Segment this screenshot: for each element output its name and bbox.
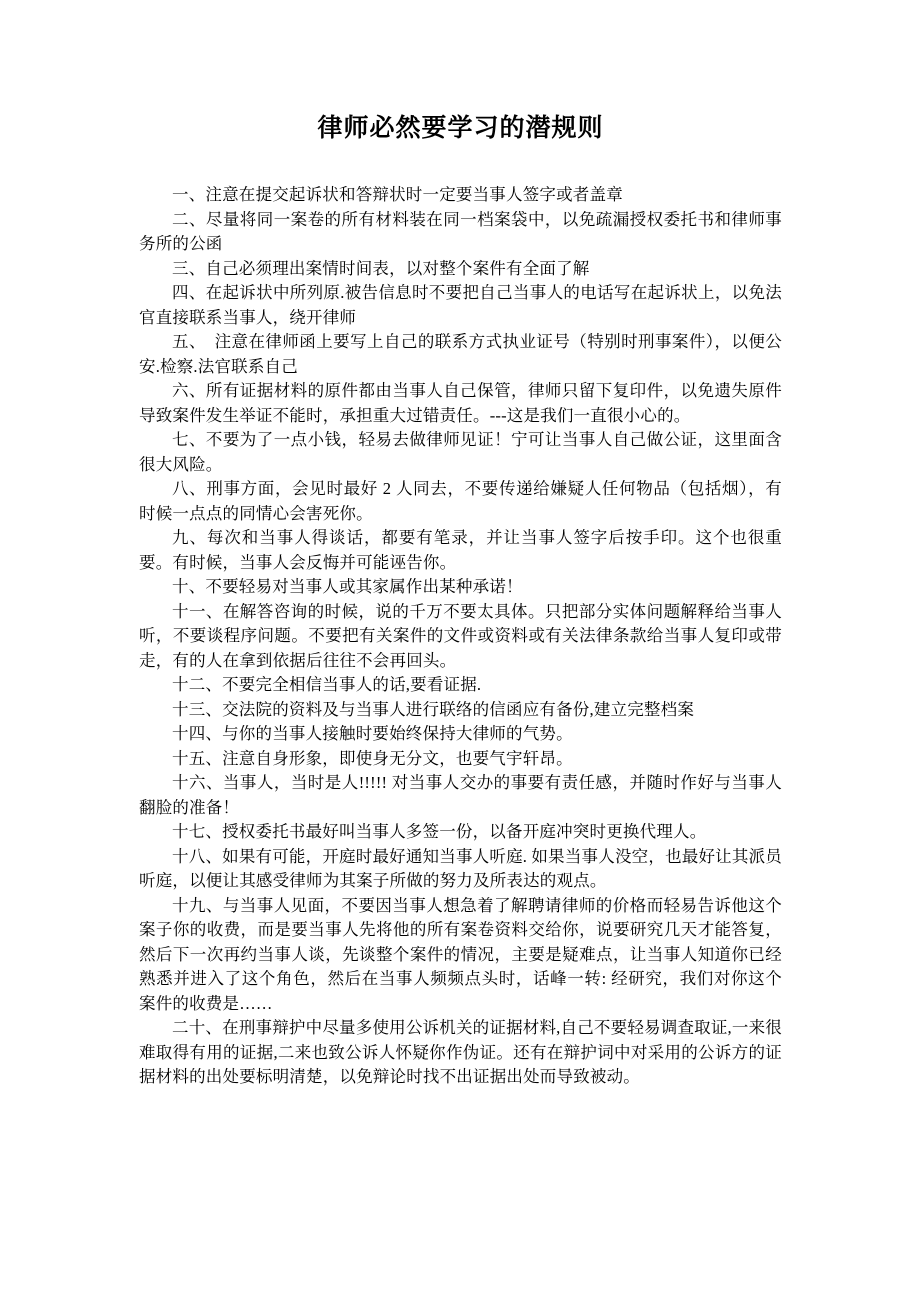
paragraph-18: 十八、如果有可能，开庭时最好通知当事人听庭. 如果当事人没空，也最好让其派员听庭，以便让其感受律师为其案子所做的努力及所表达的观点。 (139, 846, 782, 890)
paragraph-06: 六、所有证据材料的原件都由当事人自己保管，律师只留下复印件，以免遗失原件导致案件发生举证不能时，承担重大过错责任。---这是我们一直很小心的。 (139, 381, 782, 425)
paragraph-17: 十七、授权委托书最好叫当事人多签一份，以备开庭冲突时更换代理人。 (172, 822, 707, 841)
paragraph-08: 八、刑事方面，会见时最好 2 人同去，不要传递给嫌疑人任何物品（包括烟），有时候一点点的同情心会害死你。 (139, 479, 782, 523)
paragraph-01: 一、注意在提交起诉状和答辩状时一定要当事人签字或者盖章 (172, 185, 623, 204)
paragraph-12: 十二、不要完全相信当事人的话,要看证据. (172, 675, 482, 694)
paragraph-16: 十六、当事人，当时是人!!!!! 对当事人交办的事要有责任感，并随时作好与当事人翻脸的准备！ (139, 773, 782, 817)
paragraph-10: 十、不要轻易对当事人或其家属作出某种承诺！ (172, 577, 523, 596)
paragraph-14: 十四、与你的当事人接触时要始终保持大律师的气势。 (172, 724, 573, 743)
paragraph-15: 十五、注意自身形象，即使身无分文，也要气宇轩昂。 (172, 748, 573, 768)
document-title: 律师必然要学习的潜规则 (317, 115, 604, 142)
paragraph-07: 七、不要为了一点小钱，轻易去做律师见证！宁可让当事人自己做公证，这里面含很大风险。 (139, 430, 782, 474)
paragraph-03: 三、自己必须理出案情时间表，以对整个案件有全面了解 (172, 258, 590, 278)
paragraph-05: 五、 注意在律师函上要写上自己的联系方式执业证号（特别时刑事案件），以便公安.检察.法官联系自己 (139, 332, 782, 376)
paragraph-04: 四、在起诉状中所列原.被告信息时不要把自己当事人的电话写在起诉状上，以免法官直接联系当事人，绕开律师 (139, 283, 782, 327)
paragraph-09: 九、每次和当事人得谈话，都要有笔录，并让当事人签字后按手印。这个也很重要。有时候，当事人会反悔并可能诬告你。 (139, 528, 782, 572)
paragraph-20: 二十、在刑事辩护中尽量多使用公诉机关的证据材料,自己不要轻易调查取证,一来很难取得有用的证据,二来也致公诉人怀疑你作伪证。还有在辩护词中对采用的公诉方的证据材料的出处要标明清楚，以免辩论时找不出证据出处而导致被动。 (139, 1018, 782, 1086)
paragraph-11: 十一、在解答咨询的时候，说的千万不要太具体。只把部分实体问题解释给当事人听，不要谈程序问题。不要把有关案件的文件或资料或有关法律条款给当事人复印或带走，有的人在拿到依据后往往不会再回头。 (139, 601, 782, 670)
paragraph-02: 二、尽量将同一案卷的所有材料装在同一档案袋中，以免疏漏授权委托书和律师事务所的公函 (139, 209, 782, 253)
paragraph-19: 十九、与当事人见面，不要因当事人想急着了解聘请律师的价格而轻易告诉他这个案子你的收费，而是要当事人先将他的所有案卷资料交给你，说要研究几天才能答复，然后下一次再约当事人谈，先谈整个案件的情况，主要是疑难点，让当事人知道你已经熟悉并进入了这个角色，然后在当事人频频点头时，话峰一转: 经研究，我们对你这个案件的收费是…… (139, 895, 782, 1013)
paragraph-13: 十三、交法院的资料及与当事人进行联络的信函应有备份,建立完整档案 (172, 699, 695, 719)
